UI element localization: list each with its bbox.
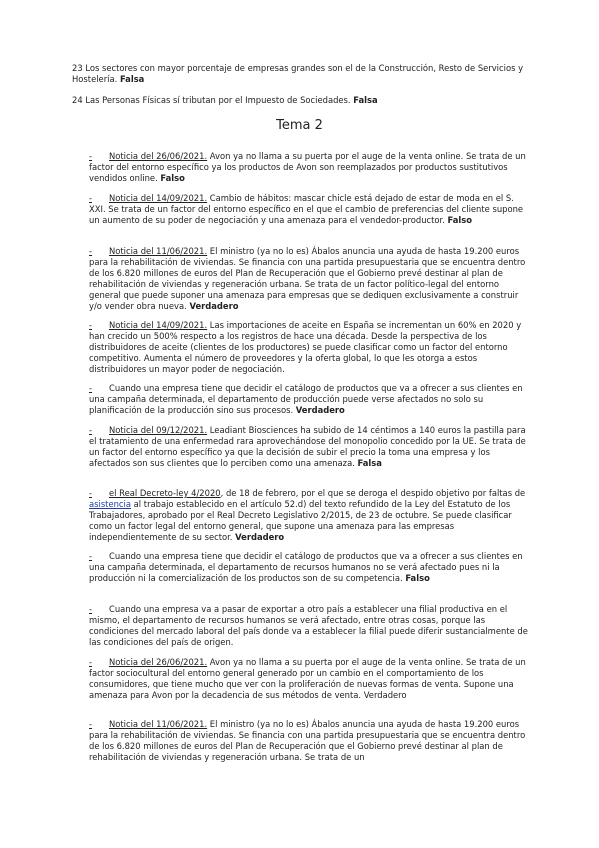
news-heading: Noticia del 14/09/2021.	[109, 320, 208, 330]
asistencia-link[interactable]: asistencia	[89, 499, 131, 510]
bullet-dash: -	[89, 551, 93, 561]
answer-label: Falso	[405, 573, 430, 584]
item-text: Cuando una empresa va a pasar de exportar a otro país a establecer una filial productiva en el mismo, el departamento de recursos humanos se verá afectado, entre otras cosas, porque las condiciones del mercado laboral del país donde va a establecer la filial puede diferir sustancialmente de las condiciones del país de origen.	[89, 604, 528, 648]
bullet-dash: -	[89, 383, 93, 393]
item-text: El ministro (ya no lo es) Ábalos anuncia una ayuda de hasta 19.200 euros para la rehabilitación de viviendas. Se financia con una partida presupuestaria que se encuentra dentro de los 6.820 millones de euros del Plan de Recuperación que el Gobierno prevé destinar al plan de rehabilitación de viviendas y regeneración urbana. Se trata de un factor político-legal del entorno general que puede suponer una amenaza para empresas que se dediquen exclusivamente a construir y/o vender obra nueva.	[89, 246, 526, 312]
item-text: El ministro (ya no lo es) Ábalos anuncia una ayuda de hasta 19.200 euros para la rehabilitación de viviendas. Se financia con una partida presupuestaria que se encuentra dentro de los 6.820 millones de euros del Plan de Recuperación que el Gobierno prevé destinar al plan de rehabilitación de viviendas y regeneración urbana. Se trata de un	[89, 719, 526, 763]
bullet-dash: -	[89, 657, 93, 667]
answer-label: Falso	[160, 173, 185, 184]
bullet-dash: -	[89, 425, 93, 435]
answer-label: Falsa	[357, 458, 382, 469]
item-text: Avon ya no llama a su puerta por el auge de la venta online. Se trata de un factor sociocultural del entorno general generado por un cambio en el comportamiento de los consumidores, que tiene mucho que ver con la proliferación de nuevas formas de venta. Supone una amenaza para Avon por la decadencia de sus métodos de venta. Verdadero	[89, 657, 526, 701]
news-heading: Noticia del 26/06/2021.	[109, 151, 208, 161]
list-item	[89, 246, 529, 313]
bullet-dash: -	[89, 193, 93, 203]
intro-statement-24	[72, 95, 532, 106]
news-heading: Noticia del 14/09/2021.	[109, 193, 208, 203]
list-item	[89, 383, 529, 416]
item-text: Cambio de hábitos: mascar chicle está dejado de estar de moda en el S. XXI. Se trata de un factor del entorno específico en el que el cambio de preferencias del cliente supone un aumento de su poder de negociación y una amenaza para el vendedor-productor.	[89, 193, 524, 226]
answer-label: Falsa	[353, 95, 378, 105]
list-item	[89, 488, 529, 543]
legal-reference: el Real Decreto-ley 4/2020	[109, 488, 221, 498]
item-text-pre: , de 18 de febrero, por el que se deroga el despido objetivo por faltas de	[220, 488, 526, 498]
list-item	[89, 193, 529, 226]
item-text: Cuando una empresa tiene que decidir el catálogo de productos que va a ofrecer a sus clientes en una campaña determinada, el departamento de producción puede verse afectados no solo su planificación de la producción sino sus procesos.	[89, 383, 523, 416]
news-heading: Noticia del 26/06/2021.	[109, 657, 208, 667]
item-text: Leadiant Biosciences ha subido de 14 céntimos a 140 euros la pastilla para el tratamiento de una enfermedad rara aprovechándose del monopolio concedido por la UE. Se trata de un factor del entorno específico ya que la decisión de subir el precio la toma una empresa y los afectados son sus clientes que lo perciben como una amenaza.	[89, 425, 526, 469]
intro-statement-23	[72, 63, 532, 85]
statement-text: 24 Las Personas Físicas sí tributan por el Impuesto de Sociedades.	[72, 95, 354, 105]
news-heading: Noticia del 11/06/2021.	[109, 719, 208, 729]
item-text: Avon ya no llama a su puerta por el auge de la venta online. Se trata de un factor del entorno específico ya los productos de Avon son reemplazados por productos sustitutivos vendidos online.	[89, 151, 526, 184]
answer-label: Verdadero	[295, 405, 345, 416]
list-item	[89, 425, 529, 469]
item-text: al trabajo establecido en el artículo 52.d) del texto refundido de la Ley del Estatuto de los Trabajadores, aprobado por el Real Decreto Legislativo 2/2015, de 23 de octubre. Se puede clasificar como un factor legal del entorno general, que supone una amenaza para las empresas independientemente de su sector.	[89, 499, 512, 543]
bullet-dash: -	[89, 719, 93, 729]
list-item	[89, 604, 529, 648]
statement-text: 23 Los sectores con mayor porcentaje de empresas grandes son el de la Construcción, Resto de Servicios y Hostelería.	[72, 63, 524, 84]
list-item	[89, 320, 529, 375]
news-heading: Noticia del 09/12/2021.	[109, 425, 208, 435]
item-text: Las importaciones de aceite en España se incrementan un 60% en 2020 y han crecido un 500% respecto a los registros de hace una década. Desde la perspectiva de los distribuidores de aceite (clientes de los productores) se puede clasificar como un factor del entorno competitivo. Aumenta el número de proveedores y la oferta global, lo que les otorga a estos distribuidores un mayor poder de negociación.	[89, 320, 522, 375]
bullet-dash: -	[89, 604, 93, 614]
answer-label: Falsa	[119, 74, 145, 84]
news-heading: Noticia del 11/06/2021.	[109, 246, 208, 256]
bullet-dash: -	[89, 151, 93, 161]
answer-label: Falso	[447, 215, 473, 226]
answer-label: Verdadero	[235, 532, 285, 543]
bullet-dash: -	[89, 246, 93, 256]
answer-label: Verdadero	[189, 301, 239, 312]
bullet-dash: -	[89, 488, 93, 498]
list-item	[89, 551, 529, 584]
list-item	[89, 151, 529, 184]
list-item	[89, 657, 529, 701]
list-item	[89, 719, 529, 763]
item-text: Cuando una empresa tiene que decidir el catálogo de productos que va a ofrecer a sus clientes en una campaña determinada, el departamento de recursos humanos no se verá afectado pues ni la producción ni la comercialización de los productos son de su competencia.	[89, 551, 523, 584]
bullet-dash: -	[89, 320, 93, 330]
section-title: Tema 2	[276, 118, 323, 133]
